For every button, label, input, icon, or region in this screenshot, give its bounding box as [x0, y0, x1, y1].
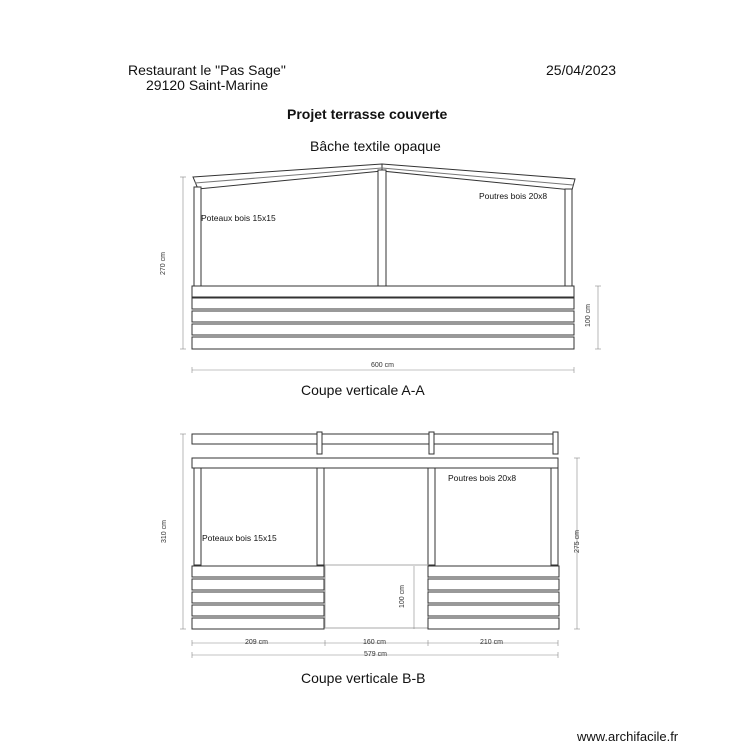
footer-site: www.archifacile.fr [577, 729, 679, 744]
dim-middle-bb: 160 cm [363, 639, 386, 646]
wall-plank [192, 324, 574, 335]
dim-height-wall-bb: 100 cm [398, 585, 406, 608]
top-post-cap [553, 432, 558, 454]
post-center [378, 170, 386, 286]
roof-cover-left [193, 164, 382, 189]
post-label-aa: Poteaux bois 15x15 [201, 213, 276, 223]
dim-total-bb: 579 cm [364, 651, 387, 658]
post [551, 468, 558, 565]
wall-plank [192, 618, 324, 629]
wall-plank [192, 337, 574, 349]
top-post-cap [429, 432, 434, 454]
dim-left-bb: 209 cm [245, 639, 268, 646]
dim-right-bb: 210 cm [480, 639, 503, 646]
post [194, 468, 201, 565]
wall-plank [192, 605, 324, 616]
section-bb-drawing [192, 432, 559, 629]
wall-plank [192, 286, 574, 297]
wall-plank [428, 605, 559, 616]
wall-plank [192, 592, 324, 603]
wall-plank [192, 579, 324, 590]
beam-label-bb: Poutres bois 20x8 [448, 473, 517, 483]
wall-plank [192, 566, 324, 577]
dim-height-right-bb: 275 cm [573, 530, 581, 553]
client-city: 29120 Saint-Marine [146, 77, 269, 93]
post-left [194, 187, 201, 286]
lower-beam [192, 458, 558, 468]
cover-label: Bâche textile opaque [310, 138, 441, 154]
dim-height-wall-aa: 100 cm [584, 304, 592, 327]
top-post-cap [317, 432, 322, 454]
dim-height-total-aa: 270 cm [159, 252, 167, 275]
wall-plank [192, 311, 574, 322]
client-name: Restaurant le "Pas Sage" [128, 62, 286, 78]
wall-plank [428, 592, 559, 603]
top-beam [192, 434, 558, 444]
door-opening [325, 565, 428, 628]
wall-plank [428, 579, 559, 590]
wall-plank [428, 566, 559, 577]
dim-width-aa: 600 cm [371, 362, 394, 369]
post-right [565, 189, 572, 286]
post [428, 468, 435, 565]
project-title: Projet terrasse couverte [287, 106, 448, 122]
caption-aa: Coupe verticale A-A [301, 382, 425, 398]
caption-bb: Coupe verticale B-B [301, 670, 426, 686]
post [317, 468, 324, 565]
beam-label-aa: Poutres bois 20x8 [479, 191, 548, 201]
post-label-bb: Poteaux bois 15x15 [202, 533, 277, 543]
wall-plank [428, 618, 559, 629]
wall-plank [192, 298, 574, 309]
document-date: 25/04/2023 [546, 62, 617, 78]
dim-height-left-bb: 310 cm [160, 520, 168, 543]
